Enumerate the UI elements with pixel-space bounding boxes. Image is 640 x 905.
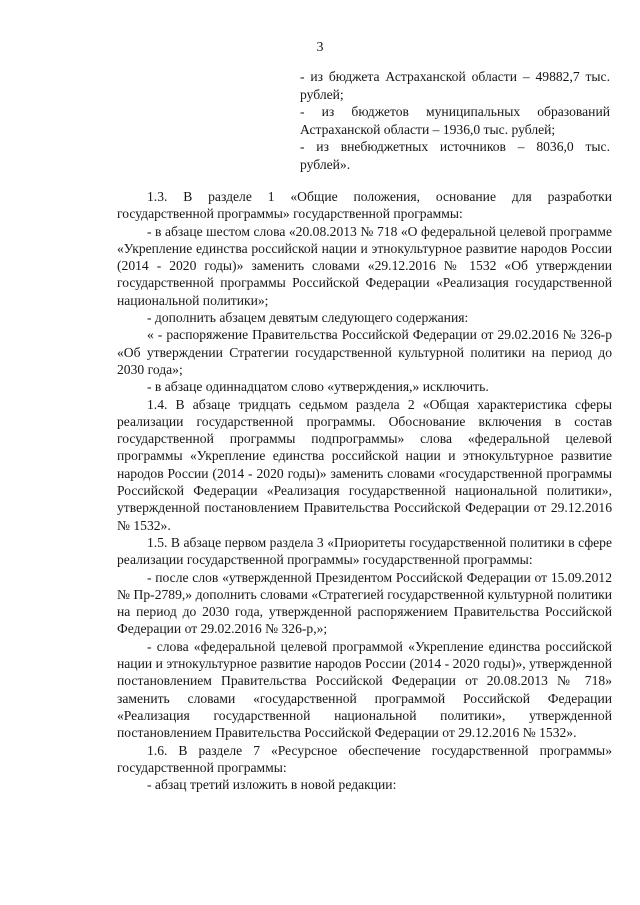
document-body xyxy=(117,188,612,793)
paragraph-1-4: 1.4. В абзаце тридцать седьмом раздела 2 «Общая характеристика сферы реализации государственной программы. Обоснование включения в состав государственной программы подпрограммы» слова «федеральной целевой программы «Укрепление единства российской нации и этнокультурное развитие народов России (2014 - 2020 годы)» заменить словами «государственной программы Российской Федерации «Реализация государственной национальной политики», утвержденной постановлением Правительства Российской Федерации от 29.12.2016 № 1532». xyxy=(117,396,612,533)
paragraph-1-3-item-1: - в абзаце шестом слова «20.08.2013 № 718 «О федеральной целевой программе «Укрепление единства российской нации и этнокультурное развитие народов России (2014 - 2020 годы)» заменить словами «29.12.2016 № 1532 «Об утверждении государственной программы Российской Федерации «Реализация государственной национальной политики»; xyxy=(117,223,612,308)
funding-item-municipal-budgets: - из бюджетов муниципальных образований Астраханской области – 1936,0 тыс. рублей; xyxy=(300,104,610,137)
paragraph-1-6: 1.6. В разделе 7 «Ресурсное обеспечение государственной программы» государственной программы: xyxy=(117,742,612,775)
paragraph-1-3-item-3: « - распоряжение Правительства Российской Федерации от 29.02.2016 № 326-р «Об утверждении Стратегии государственной культурной политики на период до 2030 года»; xyxy=(117,327,612,377)
paragraph-1-3-item-4: - в абзаце одиннадцатом слово «утверждения,» исключить. xyxy=(147,379,489,395)
paragraph-1-5-item-2: - слова «федеральной целевой программой «Укрепление единства российской нации и этнокультурное развитие народов России (2014 - 2020 годы)», утвержденной постановлением Правительства Российской Федерации от 20.08.2013 № 718» заменить словами «государственной программой Российской Федерации «Реализация государственной национальной политики», утвержденной постановлением Правительства Российской Федерации от 29.12.2016 № 1532». xyxy=(117,638,612,741)
funding-item-extrabudgetary: - из внебюджетных источников – 8036,0 тыс. рублей». xyxy=(300,139,610,172)
paragraph-1-3: 1.3. В разделе 1 «Общие положения, основание для разработки государственной программы» государственной программы: xyxy=(117,189,612,222)
funding-item-regional-budget: - из бюджета Астраханской области – 49882,7 тыс. рублей; xyxy=(300,69,610,102)
funding-list xyxy=(300,68,610,174)
page-number: 3 xyxy=(316,40,324,55)
paragraph-1-5: 1.5. В абзаце первом раздела 3 «Приоритеты государственной политики в сфере реализации государственной программы» государственной программы: xyxy=(117,534,612,568)
paragraph-1-6-item-1: - абзац третий изложить в новой редакции: xyxy=(147,777,397,793)
paragraph-1-5-item-1: - после слов «утвержденной Президентом Российской Федерации от 15.09.2012 № Пр-2789,» дополнить словами «Стратегией государственной культурной политики на период до 2030 года, утвержденной распоряжением Правительства Российской Федерации от 29.02.2016 № 326-р,»; xyxy=(117,569,612,637)
paragraph-1-3-item-2: - дополнить абзацем девятым следующего содержания: xyxy=(147,310,469,326)
